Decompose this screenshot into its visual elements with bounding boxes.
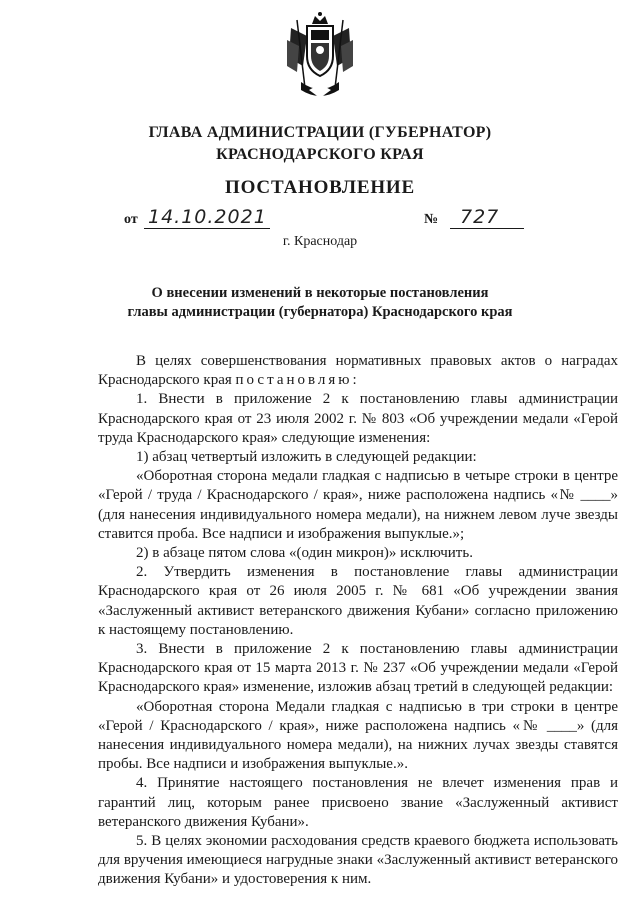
document-title-line1: О внесении изменений в некоторые постановления xyxy=(151,285,489,301)
paragraph-2: 2. Утвердить изменения в постановление главы администрации Краснодарского края от 26 июля 2005 г. № 681 «Об учреждении звания «Заслуженный активист ветеранского движения Кубани» согласно приложению к настоящему постановлению. xyxy=(98,564,618,638)
date-prefix: от xyxy=(124,212,138,227)
paragraph-3-quote: «Оборотная сторона Медали гладкая с надписью в три строки в центре «Герой / Краснодарского / края», ниже расположена надпись «№ ____» (для нанесения индивидуального номера медали), на нижних лучах звезды ставятся пробы. Все надписи и изображения выпуклые.». xyxy=(98,698,618,773)
intro-keyword: постановляю: xyxy=(235,372,360,389)
date-value: 14.10.2021 xyxy=(148,206,267,228)
document-type: ПОСТАНОВЛЕНИЕ xyxy=(225,177,415,198)
paragraph-3: 3. Внести в приложение 2 к постановлению главы администрации Краснодарского края от 15 марта 2013 г. № 237 «Об учреждении медали «Герой Краснодарского края» изменение, изложив абзац третий в следующей редакции: xyxy=(98,641,618,696)
paragraph-1-quote: «Оборотная сторона медали гладкая с надписью в четыре строки в центре «Герой / труда / Краснодарского / края», ниже расположена надпись «№ ____» (для нанесения индивидуального номера медали), на нижнем левом луче звезды ставится проба. Все надписи и изображения выпуклые.»; xyxy=(98,468,618,542)
paragraph-1: 1. Внести в приложение 2 к постановлению главы администрации Краснодарского края от 23 июля 2002 г. № 803 «Об учреждении медали «Герой труда Краснодарского края» следующие изменения: xyxy=(98,391,618,446)
number-value: 727 xyxy=(460,206,500,228)
paragraph-1-item-1: 1) абзац четвертый изложить в следующей редакции: xyxy=(136,449,477,466)
authority-title-line2: КРАСНОДАРСКОГО КРАЯ xyxy=(216,146,424,163)
city-name: г. Краснодар xyxy=(282,234,358,249)
paragraph-1-item-2: 2) в абзаце пятом слова «(один микрон)» исключить. xyxy=(136,545,473,562)
authority-title-line1: ГЛАВА АДМИНИСТРАЦИИ (ГУБЕРНАТОР) xyxy=(148,124,492,141)
paragraph-4: 4. Принятие настоящего постановления не влечет изменения прав и гарантий лиц, которым ранее присвоено звание «Заслуженный активист ветеранского движения Кубани». xyxy=(98,775,618,830)
intro-text: В целях совершенствования нормативных правовых актов о наградах Краснодарского края xyxy=(98,353,618,389)
number-field xyxy=(424,206,524,232)
number-prefix: № xyxy=(424,212,439,227)
number-underline xyxy=(450,228,524,229)
paragraph-5: 5. В целях экономии расходования средств краевого бюджета использовать для вручения имеющиеся нагрудные знаки «Заслуженный активист ветеранского движения Кубани» и удостоверения к ним. xyxy=(98,833,618,888)
date-field xyxy=(124,206,274,232)
date-underline xyxy=(144,228,270,229)
coat-of-arms-emblem xyxy=(285,10,355,102)
document-title-line2: главы администрации (губернатора) Краснодарского края xyxy=(127,304,513,320)
paragraph-intro xyxy=(98,352,618,390)
document-body xyxy=(98,352,618,890)
